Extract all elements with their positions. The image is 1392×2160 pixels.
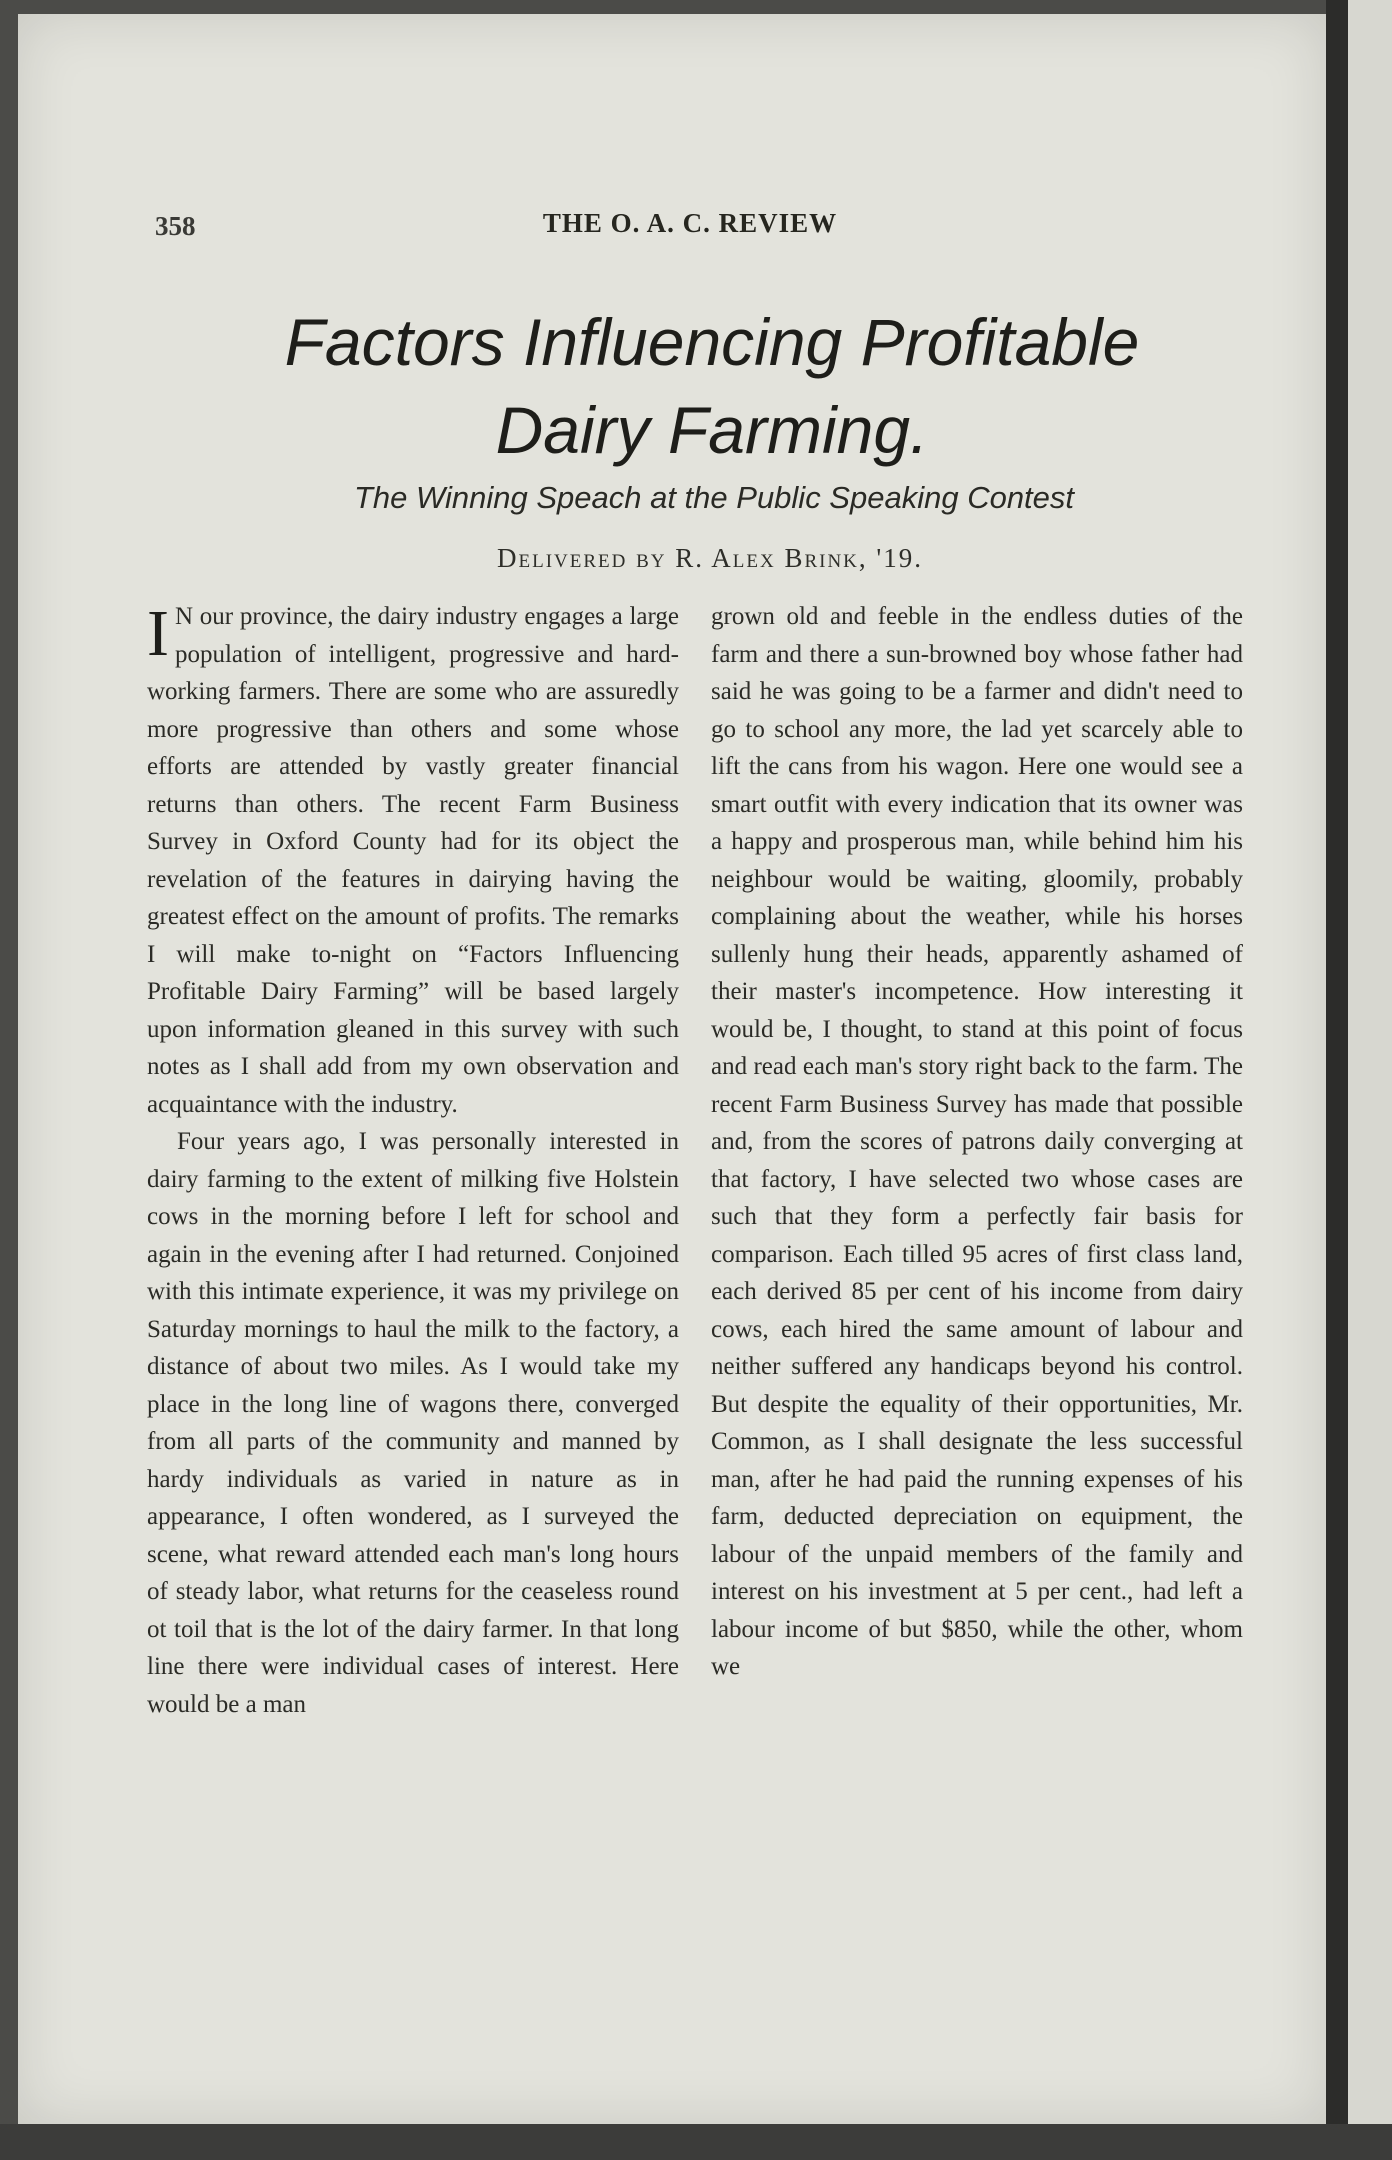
- text-column-right: [711, 598, 1243, 1686]
- article-byline: Delivered by R. Alex Brink, '19.: [496, 543, 924, 573]
- paragraph-1: [147, 598, 679, 1123]
- title-line-1: Factors Influencing Profitable: [284, 305, 1140, 379]
- running-head: THE O. A. C. REVIEW: [542, 208, 838, 238]
- title-line-2: Dairy Farming.: [495, 393, 929, 467]
- paragraph-2: Four years ago, I was personally interested in dairy farming to the extent of milking five Holstein cows in the morning before I left for school and again in the evening after I had returned. Conjoined with this intimate experience, it was my privilege on Saturday mornings to haul the milk to the factory, a distance of about two miles. As I would take my place in the long line of wagons there, converged from all parts of the community and manned by hardy individuals as varied in nature as in appearance, I often wondered, as I surveyed the scene, what reward attended each man's long hours of steady labor, what returns for the ceaseless round ot toil that is the lot of the dairy farmer. In that long line there were individual cases of interest. Here would be a man: [147, 1128, 679, 1718]
- drop-cap: I: [147, 597, 169, 670]
- page-number: 358: [155, 211, 196, 241]
- text-column-left: [147, 598, 679, 1723]
- paragraph-2-continued: grown old and feeble in the endless duties of the farm and there a sun-browned boy whose father had said he was going to be a farmer and didn't need to go to school any more, the lad yet scarcely able to lift the cans from his wagon. Here one would see a smart outfit with every indication that its owner was a happy and prosperous man, while behind him his neighbour would be waiting, gloomily, probably complaining about the weather, while his horses sullenly hung their heads, apparently ashamed of their master's incompetence. How interesting it would be, I thought, to stand at this point of focus and read each man's story right back to the farm. The recent Farm Business Survey has made that possible and, from the scores of patrons daily converging at that factory, I have selected two whose cases are such that they form a perfectly fair basis for comparison. Each tilled 95 acres of first class land, each derived 85 per cent of his income from dairy cows, each hired the same amount of labour and neither suffered any handicaps beyond his control. But despite the equality of their opportunities, Mr. Common, as I shall designate the less successful man, after he had paid the running expenses of his farm, deducted depreciation on equipment, the labour of the unpaid members of the family and interest on his investment at 5 per cent., had left a labour income of but $850, while the other, whom we: [711, 603, 1243, 1680]
- scan-bottom-edge: [0, 2124, 1392, 2160]
- article-title: [0, 298, 1392, 474]
- paragraph-1-text: N our province, the dairy industry engages a large population of intelligent, progressive and hard-working farmers. There are some who are assuredly more progressive than others and some whose efforts are attended by vastly greater financial returns than others. The recent Farm Business Survey in Oxford County had for its object the revelation of the features in dairying having the greatest effect on the amount of profits. The remarks I will make to-night on “Factors Influencing Profitable Dairy Farming” will be based largely upon information gleaned in this survey with such notes as I shall add from my own observation and acquaintance with the industry.: [147, 603, 679, 1118]
- article-subtitle: The Winning Speach at the Public Speaking Contest: [353, 480, 1075, 515]
